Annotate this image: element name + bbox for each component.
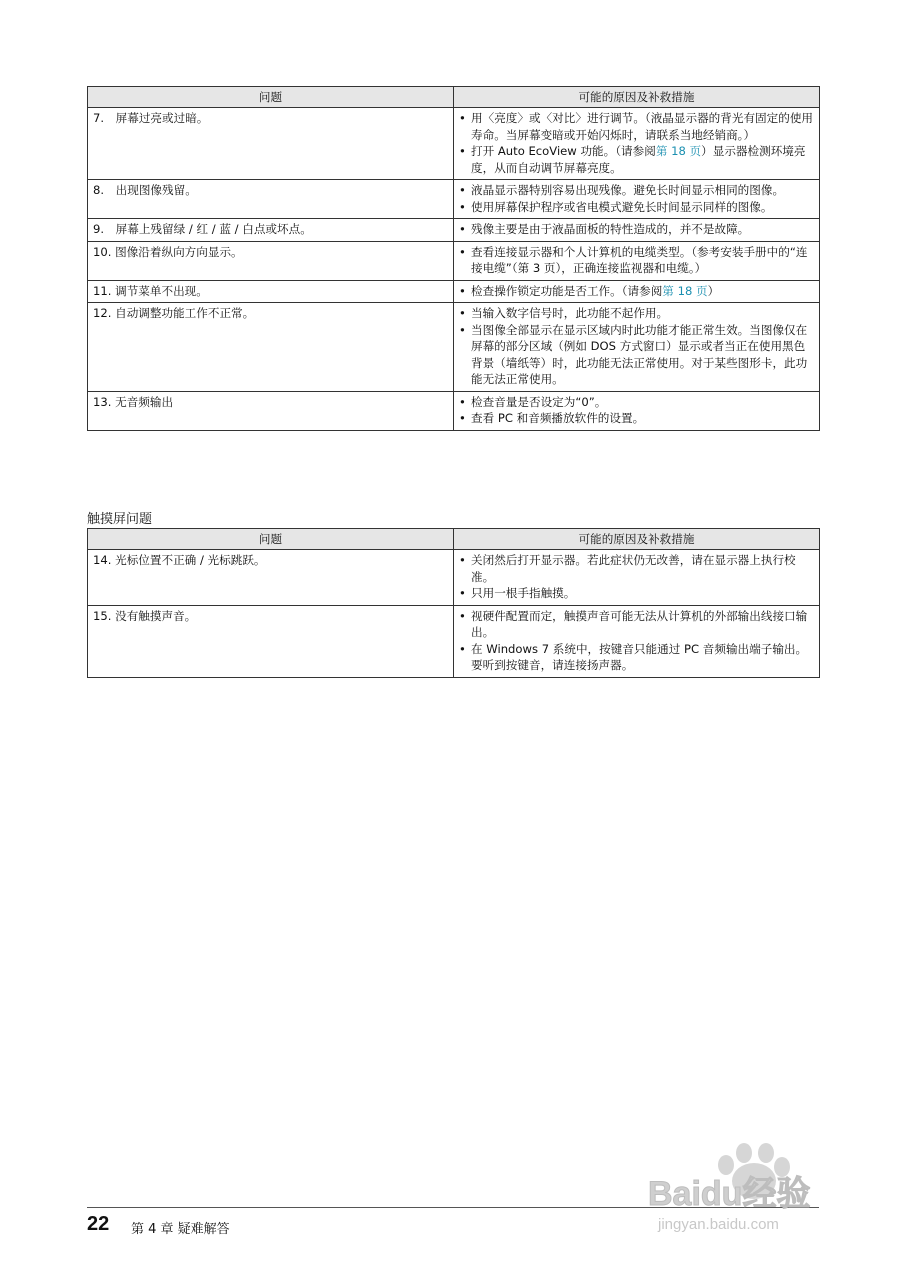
table-header-row xyxy=(88,87,820,108)
solution-cell xyxy=(454,280,820,303)
solution-column-header: 可能的原因及补救措施 xyxy=(454,529,820,550)
solution-text: ）显示器检测环境亮度，从而自动调节屏幕亮度。 xyxy=(471,144,806,175)
solution-cell xyxy=(454,180,820,219)
table-row xyxy=(88,391,820,430)
problem-cell: 14. 光标位置不正确 / 光标跳跃。 xyxy=(88,550,454,606)
solution-item xyxy=(459,221,815,238)
solution-text: 检查音量是否设定为“0”。 xyxy=(471,394,607,409)
table-row xyxy=(88,219,820,242)
table-row xyxy=(88,303,820,392)
solution-list xyxy=(459,221,815,238)
solution-list xyxy=(459,283,815,300)
solution-text: 视硬件配置而定，触摸声音可能无法从计算机的外部输出线接口输出。 xyxy=(471,608,808,639)
solution-item xyxy=(459,143,815,176)
problem-cell: 8. 出现图像残留。 xyxy=(88,180,454,219)
solution-item xyxy=(459,283,815,300)
table-header-row xyxy=(88,529,820,550)
solution-text: 液晶显示器特别容易出现残像。避免长时间显示相同的图像。 xyxy=(471,183,785,197)
solution-list xyxy=(459,305,815,388)
solution-cell xyxy=(454,391,820,430)
solution-text: 残像主要是由于液晶面板的特性造成的，并不是故障。 xyxy=(471,222,750,236)
solution-text: 只用一根手指触摸。 xyxy=(471,586,576,600)
solution-text: 查看连接显示器和个人计算机的电缆类型。（参考安装手册中的“连接电缆”（第 3 页），正确连接监视器和电缆。） xyxy=(471,244,808,275)
watermark-url: jingyan.baidu.com xyxy=(658,1216,779,1233)
table-row xyxy=(88,180,820,219)
solution-item xyxy=(459,585,815,602)
solution-item xyxy=(459,244,815,277)
solution-cell xyxy=(454,605,820,677)
solution-list xyxy=(459,394,815,427)
table-row xyxy=(88,605,820,677)
chapter-label: 第 4 章 疑难解答 xyxy=(131,1222,230,1237)
solution-list xyxy=(459,182,815,215)
problem-cell: 11. 调节菜单不出现。 xyxy=(88,280,454,303)
solution-text: ） xyxy=(707,283,720,298)
touch-section-title: 触摸屏问题 xyxy=(87,512,153,527)
page-reference-link[interactable]: 第 18 页 xyxy=(662,283,708,298)
solution-cell xyxy=(454,303,820,392)
solution-column-header: 可能的原因及补救措施 xyxy=(454,87,820,108)
solution-item xyxy=(459,394,815,411)
solution-item xyxy=(459,641,815,674)
table-row xyxy=(88,241,820,280)
page-reference-link[interactable]: 第 18 页 xyxy=(655,144,702,158)
solution-list xyxy=(459,552,815,602)
troubleshooting-table xyxy=(87,86,820,431)
table-row xyxy=(88,108,820,180)
solution-text: 使用屏幕保护程序或省电模式避免长时间显示同样的图像。 xyxy=(471,199,773,214)
solution-cell xyxy=(454,108,820,180)
solution-item xyxy=(459,182,815,199)
problem-column-header: 问题 xyxy=(88,529,454,550)
solution-text: 查看 PC 和音频播放软件的设置。 xyxy=(471,411,645,425)
solution-item xyxy=(459,322,815,388)
solution-cell xyxy=(454,550,820,606)
table-row xyxy=(88,550,820,606)
solution-text: 关闭然后打开显示器。若此症状仍无改善，请在显示器上执行校准。 xyxy=(471,553,796,584)
problem-cell: 15. 没有触摸声音。 xyxy=(88,605,454,677)
problem-cell: 12. 自动调整功能工作不正常。 xyxy=(88,303,454,392)
touch-troubleshooting-table xyxy=(87,528,820,678)
problem-cell: 10. 图像沿着纵向方向显示。 xyxy=(88,241,454,280)
solution-item xyxy=(459,305,815,322)
problem-cell: 13. 无音频输出 xyxy=(88,391,454,430)
page-number: 22 xyxy=(87,1213,110,1235)
solution-item xyxy=(459,199,815,216)
solution-cell xyxy=(454,241,820,280)
problem-cell: 7. 屏幕过亮或过暗。 xyxy=(88,108,454,180)
solution-text: 在 Windows 7 系统中，按键音只能通过 PC 音频输出端子输出。要听到按键音，请连接扬声器。 xyxy=(471,641,808,672)
solution-item xyxy=(459,110,815,143)
solution-item xyxy=(459,608,815,641)
table-row xyxy=(88,280,820,303)
solution-text: 用〈亮度〉或〈对比〉进行调节。（液晶显示器的背光有固定的使用寿命。当屏幕变暗或开始闪烁时，请联系当地经销商。） xyxy=(471,111,814,142)
watermark-brand: Baidu经验 xyxy=(648,1175,811,1213)
problem-cell: 9. 屏幕上残留绿 / 红 / 蓝 / 白点或坏点。 xyxy=(88,219,454,242)
baidu-jingyan-watermark xyxy=(644,1143,854,1243)
solution-item xyxy=(459,410,815,427)
solution-list xyxy=(459,244,815,277)
solution-cell xyxy=(454,219,820,242)
solution-item xyxy=(459,552,815,585)
solution-text: 当图像全部显示在显示区域内时此功能才能正常生效。当图像仅在屏幕的部分区域（例如 DOS 方式窗口）显示或者当正在使用黑色背景（墙纸等）时，此功能无法正常使用。对于某些图形卡，此功能无法正常使用。 xyxy=(471,322,808,386)
solution-list xyxy=(459,608,815,674)
solution-text: 当输入数字信号时，此功能不起作用。 xyxy=(471,306,669,320)
problem-column-header: 问题 xyxy=(88,87,454,108)
solution-text: 检查操作锁定功能是否工作。（请参阅 xyxy=(471,283,663,298)
solution-list xyxy=(459,110,815,176)
solution-text: 打开 Auto EcoView 功能。（请参阅 xyxy=(471,144,656,158)
